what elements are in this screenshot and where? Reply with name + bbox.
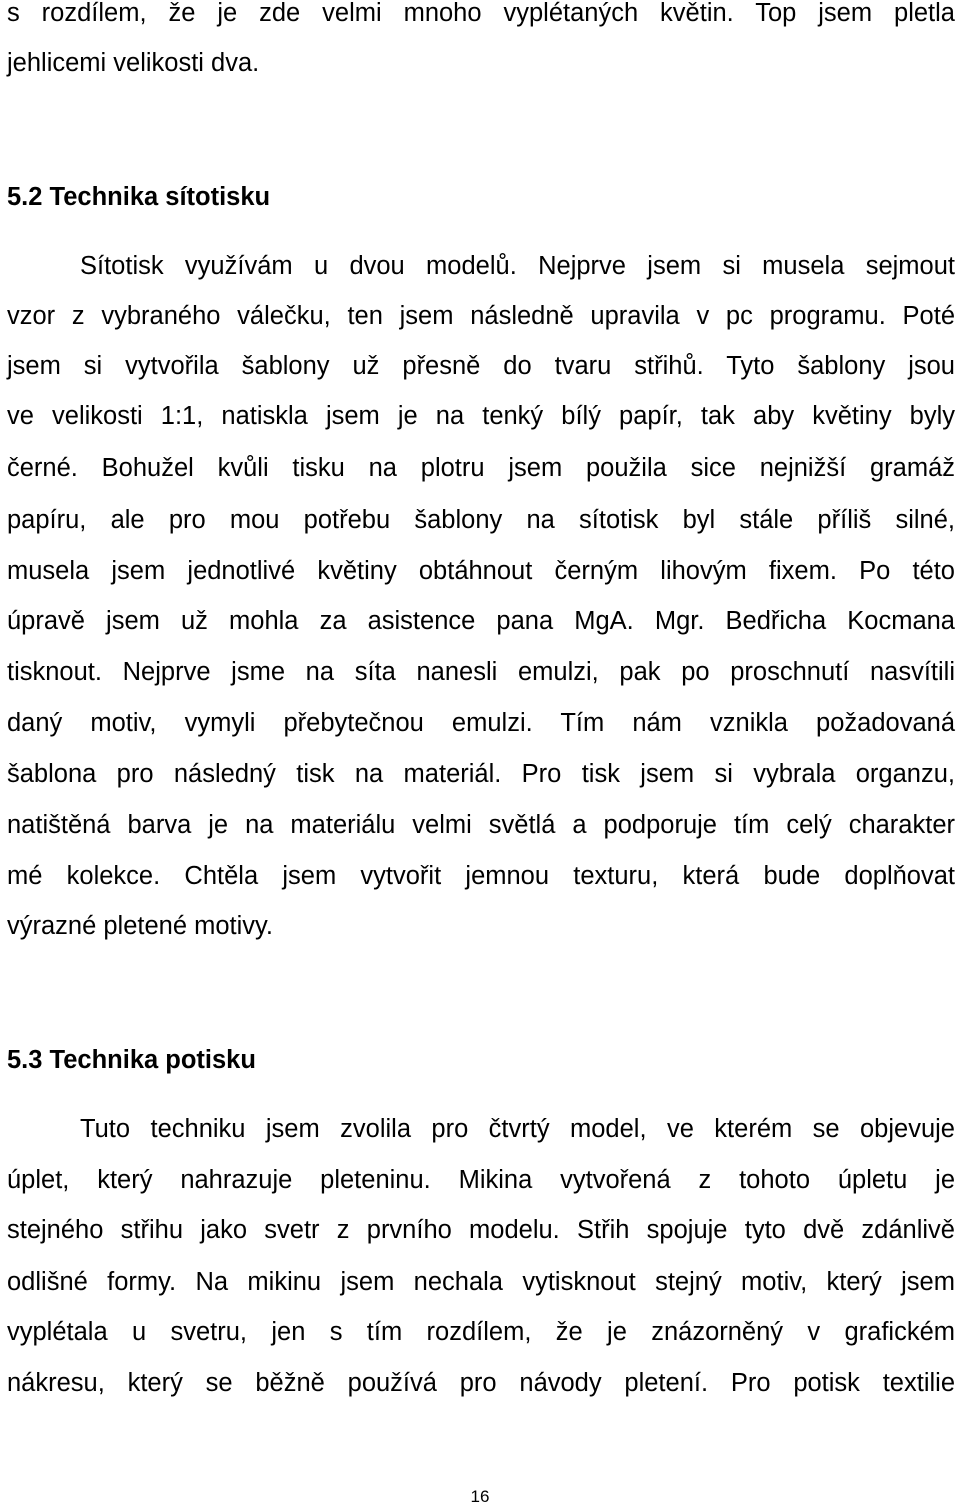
text-line: nákresu, který se běžně používá pro návody pletení. Pro potisk textilie xyxy=(7,1369,955,1397)
text-line: daný motiv, vymyli přebytečnou emulzi. Tím nám vznikla požadovaná xyxy=(7,709,955,737)
text-line: vzor z vybraného válečku, ten jsem následně upravila v pc programu. Poté xyxy=(7,302,955,330)
text-line: jsem si vytvořila šablony už přesně do tvaru střihů. Tyto šablony jsou xyxy=(7,352,955,380)
text-line: Sítotisk využívám u dvou modelů. Nejprve jsem si musela sejmout xyxy=(80,252,955,280)
text-line: vyplétala u svetru, jen s tím rozdílem, že je znázorněný v grafickém xyxy=(7,1318,955,1346)
text-line: ve velikosti 1:1, natiskla jsem je na tenký bílý papír, tak aby květiny byly xyxy=(7,402,955,430)
text-line: úpravě jsem už mohla za asistence pana MgA. Mgr. Bedřicha Kocmana xyxy=(7,607,955,635)
text-line: s rozdílem, že je zde velmi mnoho vyplétaných květin. Top jsem pletla xyxy=(7,0,955,27)
text-line: úplet, který nahrazuje pleteninu. Mikina vytvořená z tohoto úpletu je xyxy=(7,1166,955,1194)
text-line: musela jsem jednotlivé květiny obtáhnout černým lihovým fixem. Po této xyxy=(7,557,955,585)
section-heading-5-3: 5.3 Technika potisku xyxy=(7,1046,256,1074)
text-line: odlišné formy. Na mikinu jsem nechala vytisknout stejný motiv, který jsem xyxy=(7,1268,955,1296)
text-line: černé. Bohužel kvůli tisku na plotru jsem použila sice nejnižší gramáž xyxy=(7,454,955,482)
text-line: Tuto techniku jsem zvolila pro čtvrtý model, ve kterém se objevuje xyxy=(80,1115,955,1143)
text-line: výrazné pletené motivy. xyxy=(7,912,273,940)
text-line: stejného střihu jako svetr z prvního modelu. Střih spojuje tyto dvě zdánlivě xyxy=(7,1216,955,1244)
section-heading-5-2: 5.2 Technika sítotisku xyxy=(7,183,271,211)
text-line: tisknout. Nejprve jsme na síta nanesli emulzi, pak po proschnutí nasvítili xyxy=(7,658,955,686)
text-line: natištěná barva je na materiálu velmi světlá a podporuje tím celý charakter xyxy=(7,811,955,839)
text-line: šablona pro následný tisk na materiál. Pro tisk jsem si vybrala organzu, xyxy=(7,760,955,788)
page-number: 16 xyxy=(470,1487,490,1506)
text-line: mé kolekce. Chtěla jsem vytvořit jemnou texturu, která bude doplňovat xyxy=(7,862,955,890)
text-line: jehlicemi velikosti dva. xyxy=(7,49,260,77)
text-line: papíru, ale pro mou potřebu šablony na sítotisk byl stále příliš silné, xyxy=(7,506,955,534)
